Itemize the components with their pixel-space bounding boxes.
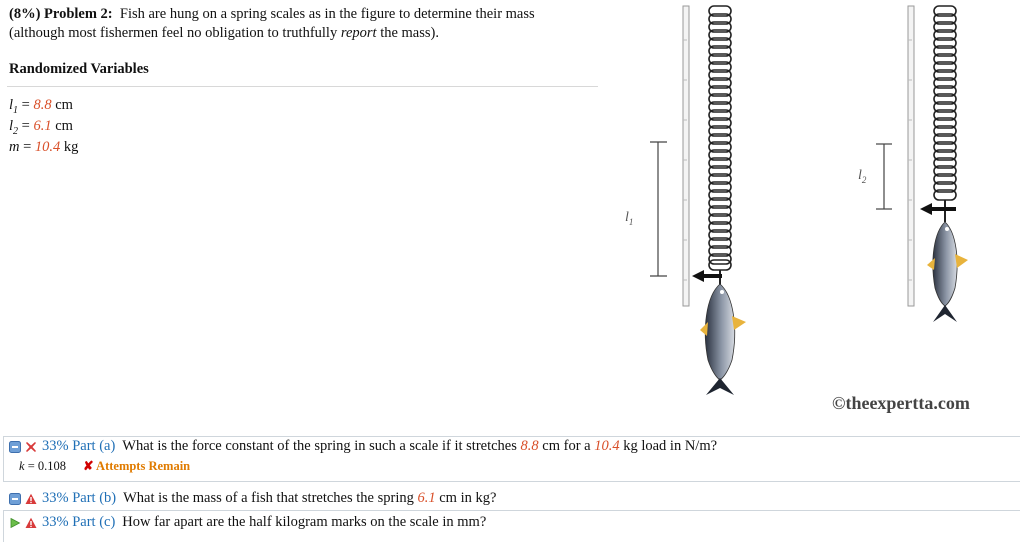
- var-sub: 1: [13, 104, 19, 116]
- var-name: l: [9, 118, 14, 134]
- problem-text-2b: the mass).: [376, 25, 439, 41]
- part-b-q1: What is the mass of a fish that stretches the spring: [123, 490, 418, 506]
- var-sub: 2: [13, 125, 19, 137]
- part-a-q3: kg load in N/m?: [619, 438, 718, 454]
- pointer-right-icon: [920, 203, 956, 215]
- part-c-label: Part (c): [72, 514, 116, 530]
- var-unit: cm: [51, 118, 73, 134]
- problem-label: Problem 2:: [44, 6, 113, 22]
- dimension-l1: [650, 142, 667, 276]
- variable-l1: [9, 97, 73, 116]
- expand-icon[interactable]: [9, 517, 21, 529]
- variable-m: [9, 139, 78, 156]
- problem-text-1: Fish are hung on a spring scales as in the figure to determine their mass: [119, 6, 535, 22]
- part-a-title[interactable]: [42, 438, 115, 455]
- part-a-v2: 10.4: [594, 438, 620, 454]
- var-value: 6.1: [33, 118, 52, 134]
- pointer-left-icon: [692, 270, 722, 282]
- part-b-title[interactable]: [42, 490, 116, 507]
- spring-left: [709, 6, 731, 270]
- divider: [7, 86, 598, 87]
- problem-statement-line1: [9, 6, 535, 23]
- var-eq: =: [18, 97, 34, 113]
- var-eq: =: [19, 139, 35, 155]
- problem-text-2-emphasis: report: [340, 25, 377, 41]
- part-a-question: [122, 438, 717, 455]
- fish-right-icon: [927, 222, 968, 322]
- part-b-header: [9, 490, 496, 507]
- problem-statement-line2: [9, 25, 439, 42]
- spring-scale-figure: [610, 0, 1024, 400]
- part-b-q2: cm in kg?: [435, 490, 497, 506]
- attempts-status: [83, 459, 190, 473]
- label-l2: [858, 168, 866, 185]
- attempts-x-icon: ✘: [83, 459, 94, 473]
- part-b-question: [123, 490, 496, 507]
- part-a-q1: What is the force constant of the spring in such a scale if it stretches: [122, 438, 521, 454]
- label-l1-name: l: [625, 210, 629, 225]
- answer-value: = 0.108: [24, 459, 66, 473]
- attempts-text: Attempts Remain: [93, 459, 191, 473]
- part-b-label: Part (b): [72, 490, 117, 506]
- label-l2-sub: 2: [861, 174, 867, 185]
- var-eq: =: [18, 118, 34, 134]
- scale-right: [876, 6, 968, 322]
- watermark: ©theexpertta.com: [832, 393, 970, 413]
- incorrect-icon: [25, 441, 37, 453]
- spring-right: [934, 6, 956, 200]
- label-l2-name: l: [858, 168, 862, 183]
- part-a-answer: [19, 458, 190, 474]
- part-b-v1: 6.1: [417, 490, 436, 506]
- var-name: l: [9, 97, 14, 113]
- label-l1-sub: 1: [628, 216, 634, 227]
- collapse-icon[interactable]: [9, 441, 21, 453]
- answer-var: k: [19, 459, 25, 473]
- randomized-variables-heading: Randomized Variables: [9, 61, 149, 77]
- warning-icon: [25, 517, 37, 529]
- part-a-percent: 33%: [42, 438, 69, 454]
- part-a-q2: cm for a: [538, 438, 595, 454]
- collapse-icon[interactable]: [9, 493, 21, 505]
- part-a-header: [9, 438, 717, 455]
- part-a-label: Part (a): [72, 438, 116, 454]
- part-a-v1: 8.8: [520, 438, 539, 454]
- problem-text-2a: (although most fishermen feel no obligation to truthfully: [9, 25, 341, 41]
- part-c-title[interactable]: [42, 514, 115, 531]
- label-l1: [625, 210, 633, 227]
- problem-weight: (8%): [9, 6, 41, 22]
- warning-icon: [25, 493, 37, 505]
- var-unit: kg: [60, 139, 79, 155]
- part-c-percent: 33%: [42, 514, 69, 530]
- var-value: 10.4: [34, 139, 61, 155]
- dimension-l2: [876, 144, 892, 209]
- part-c-question: How far apart are the half kilogram marks on the scale in mm?: [122, 514, 487, 530]
- var-unit: cm: [51, 97, 73, 113]
- fish-left-icon: [700, 284, 746, 395]
- part-b-percent: 33%: [42, 490, 69, 506]
- variable-l2: [9, 118, 73, 137]
- var-value: 8.8: [33, 97, 52, 113]
- part-c-header: [9, 514, 486, 531]
- var-name: m: [9, 139, 20, 155]
- scale-left: [650, 6, 746, 395]
